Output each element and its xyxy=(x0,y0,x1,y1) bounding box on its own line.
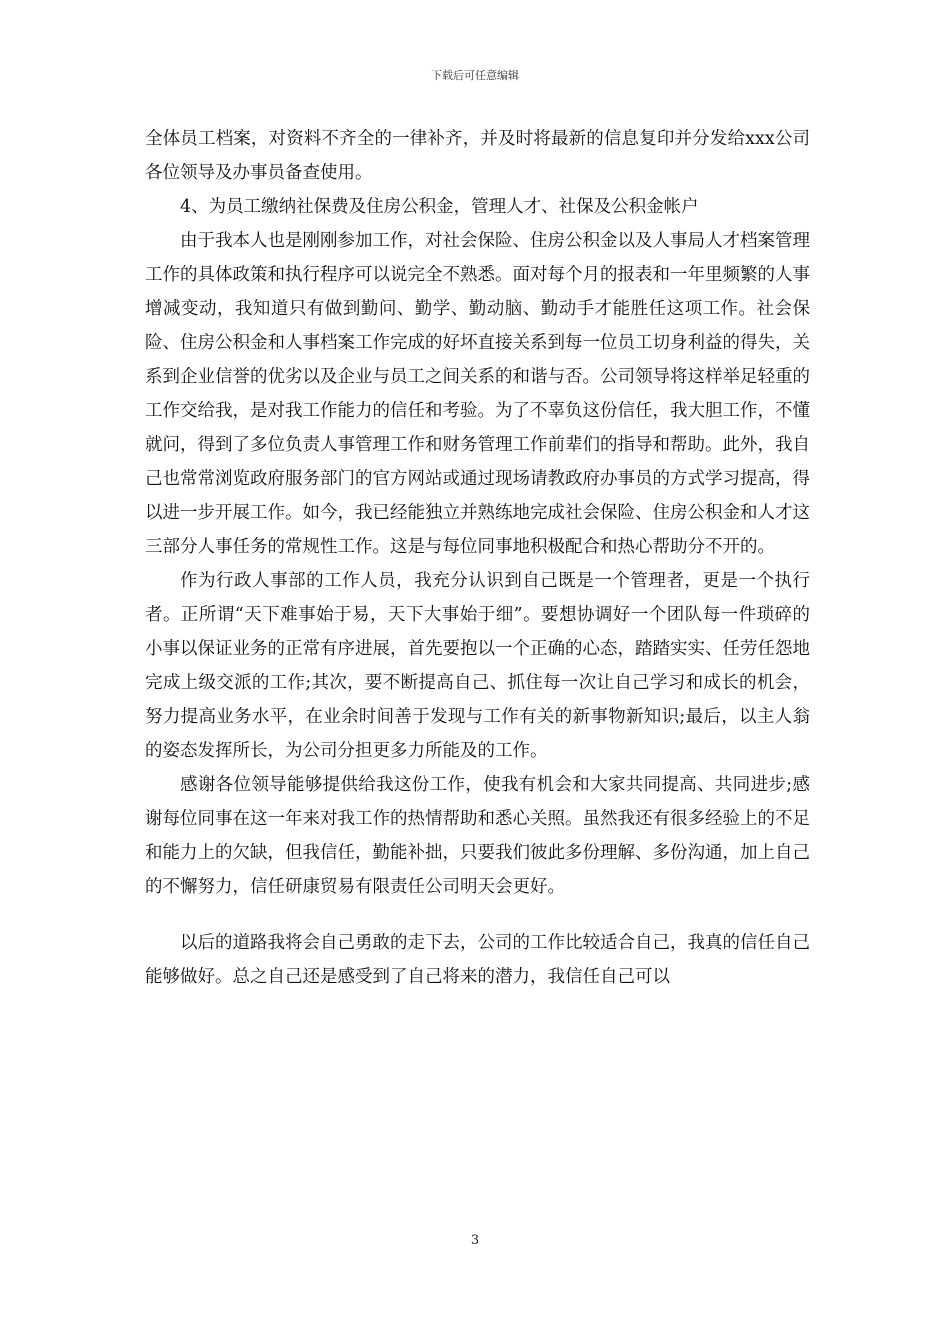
paragraph-item-4: 4、为员工缴纳社保费及住房公积金，管理人才、社保及公积金帐户 xyxy=(180,197,699,217)
paragraph-future: 以后的道路我将会自己勇敢的走下去，公司的工作比较适合自己，我真的信任自己能够做好。总之自己还是感受到了自己将来的潜力，我信任自己可以 xyxy=(145,933,810,987)
page-header: 下载后可任意编辑 xyxy=(431,69,519,82)
paragraph-thanks: 感谢各位领导能够提供给我这份工作，使我有机会和大家共同提高、共同进步;感谢每位同事在这一年来对我工作的热情帮助和悉心关照。虽然我还有很多经验上的不足和能力上的欠缺，但我信任，勤能补拙，只要我们彼此多份理解、多份沟通，加上自己的不懈努力，信任研康贸易有限责任公司明天会更好。 xyxy=(145,775,810,897)
paragraph-admin-role: 作为行政人事部的工作人员，我充分认识到自己既是一个管理者，更是一个执行者。正所谓“天下难事始于易，天下大事始于细”。要想协调好一个团队每一件琐碎的小事以保证业务的正常有序进展，首先要抱以一个正确的心态，踏踏实实、任劳任怨地完成上级交派的工作;其次，要不断提高自己、抓住每一次让自己学习和成长的机会，努力提高业务水平，在业余时间善于发现与工作有关的新事物新知识;最后，以主人翁的姿态发挥所长，为公司分担更多力所能及的工作。 xyxy=(145,571,810,761)
page-number: 3 xyxy=(470,1233,480,1248)
paragraph-social-insurance: 由于我本人也是刚刚参加工作，对社会保险、住房公积金以及人事局人才档案管理工作的具体政策和执行程序可以说完全不熟悉。面对每个月的报表和一年里频繁的人事增减变动，我知道只有做到勤问、勤学、勤动脑、勤动手才能胜任这项工作。社会保险、住房公积金和人事档案工作完成的好坏直接关系到每一位员工切身利益的得失，关系到企业信誉的优劣以及企业与员工之间关系的和谐与否。公司领导将这样举足轻重的工作交给我，是对我工作能力的信任和考验。为了不辜负这份信任，我大胆工作，不懂就问，得到了多位负责人事管理工作和财务管理工作前辈们的指导和帮助。此外，我自己也常常浏览政府服务部门的官方网站或通过现场请教政府办事员的方式学习提高，得以进一步开展工作。如今，我已经能独立并熟练地完成社会保险、住房公积金和人才这三部分人事任务的常规性工作。这是与每位同事地积极配合和热心帮助分不开的。 xyxy=(145,231,810,557)
document-body xyxy=(145,122,810,994)
paragraph-continuation: 全体员工档案，对资料不齐全的一律补齐，并及时将最新的信息复印并分发给xxx公司各位领导及办事员备查使用。 xyxy=(145,129,810,183)
